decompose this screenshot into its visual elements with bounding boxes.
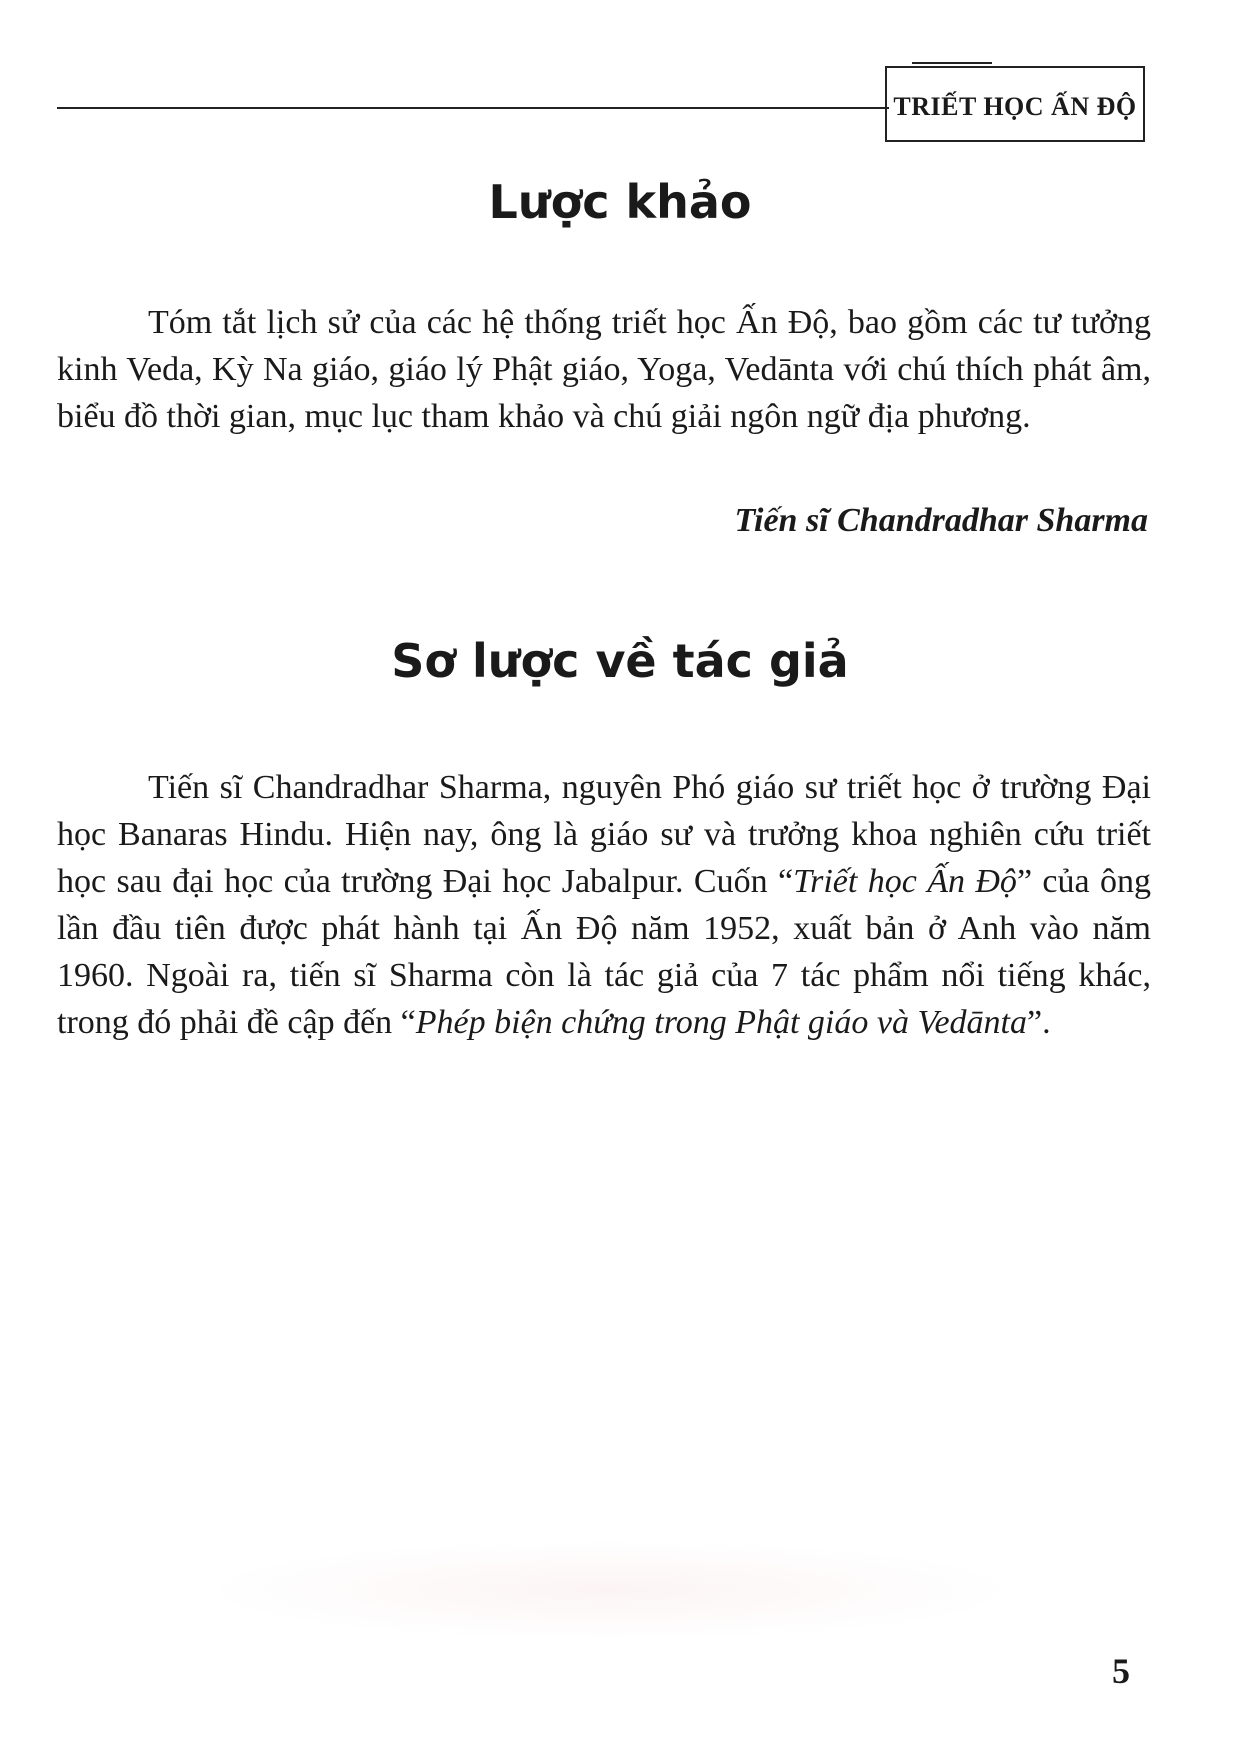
author-paragraph	[57, 764, 1151, 1046]
page-smudge	[200, 1540, 1020, 1640]
summary-attribution: Tiến sĩ Chandradhar Sharma	[734, 502, 1148, 539]
author-heading: Sơ lược về tác giả	[391, 634, 849, 688]
running-head-box	[885, 66, 1145, 142]
author-text-part: ” của ông lần đầu tiên được phát hành tại Ấn Độ năm 1952, xuất bản ở Anh vào năm 1960. Ngoài ra, tiến sĩ Sharma còn là tác giả của 7 tác phẩm nổi tiếng khác, trong đó phải đề cập đến “	[57, 863, 1151, 1041]
summary-paragraph	[57, 299, 1151, 440]
author-text-part: ”.	[1027, 1004, 1051, 1041]
author-text-part: Tiến sĩ Chandradhar Sharma, nguyên Phó giáo sư triết học ở trường Đại học Banaras Hindu. Hiện nay, ông là giáo sư và trưởng khoa nghiên cứu triết học sau đại học của trường Đại học Jabalpur. Cuốn “	[57, 769, 1151, 900]
running-head-rule	[57, 107, 889, 109]
page-number: 5	[1112, 1651, 1130, 1691]
summary-heading: Lược khảo	[488, 175, 752, 229]
running-head-title: TRIẾT HỌC ẤN ĐỘ	[893, 92, 1137, 121]
book-title-italic: Triết học Ấn Độ	[793, 863, 1017, 900]
summary-text: Tóm tắt lịch sử của các hệ thống triết học Ấn Độ, bao gồm các tư tưởng kinh Veda, Kỳ Na giáo, giáo lý Phật giáo, Yoga, Vedānta với chú thích phát âm, biểu đồ thời gian, mục lục tham khảo và chú giải ngôn ngữ địa phương.	[57, 304, 1151, 435]
work-title-italic: Phép biện chứng trong Phật giáo và Vedānta	[415, 1004, 1028, 1041]
